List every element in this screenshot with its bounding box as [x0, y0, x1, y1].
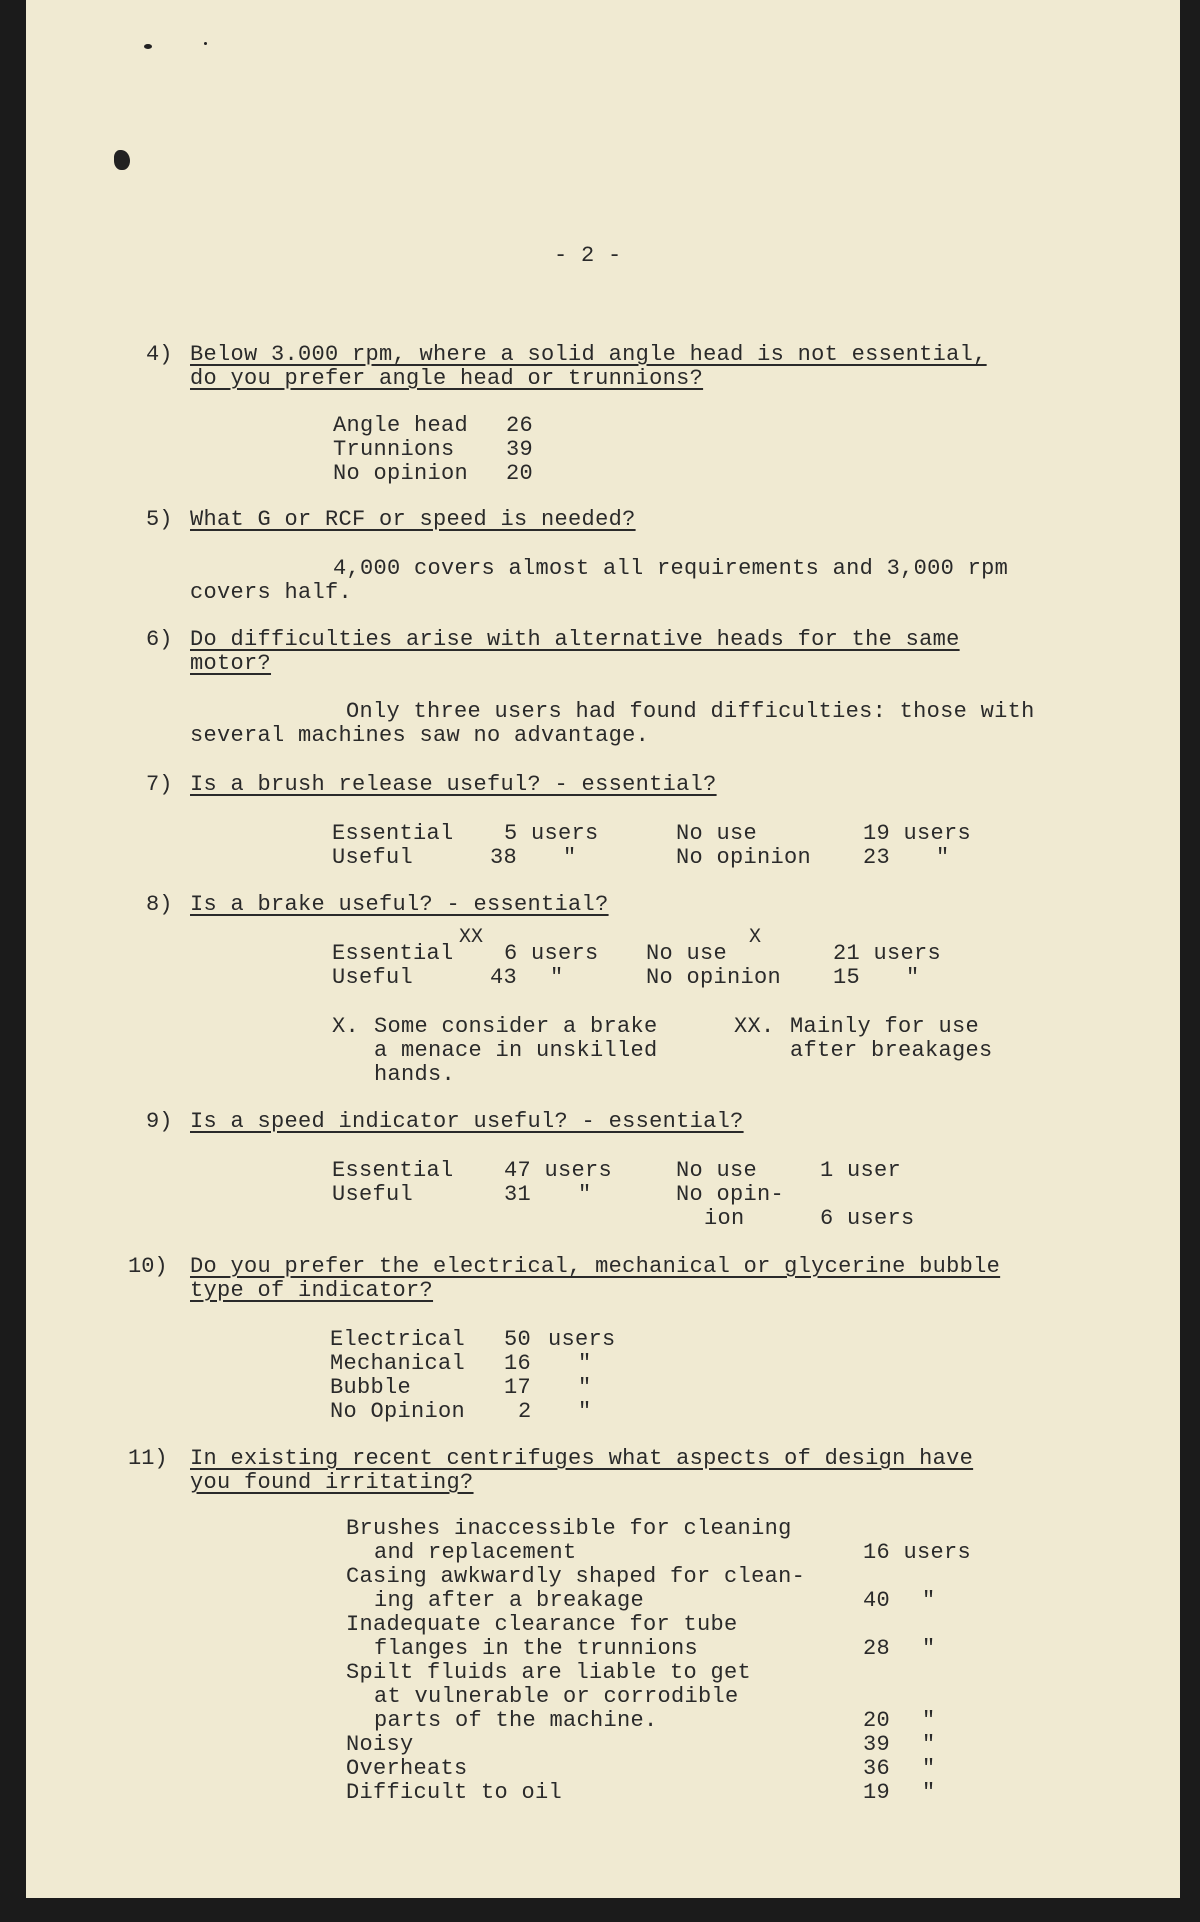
answer-value: 17: [504, 1375, 532, 1400]
list-item-text: Brushes inaccessible for cleaning: [346, 1516, 792, 1541]
question-text: What G or RCF or speed is needed?: [190, 507, 636, 532]
page-number: - 2 -: [554, 243, 622, 268]
answer-label: ion: [704, 1206, 745, 1231]
answer-label: Mechanical: [330, 1351, 466, 1376]
footnote-text: a menace in unskilled: [374, 1038, 658, 1063]
answer-label: Useful: [332, 965, 414, 990]
answer-unit: ": [578, 1375, 592, 1400]
question-number: 11): [128, 1446, 168, 1471]
answer-text: 4,000 covers almost all requirements and 3,000 rpm: [333, 556, 1009, 581]
answer-value: 20: [506, 461, 534, 486]
ditto-mark: ": [922, 1708, 936, 1733]
ditto-mark: ": [922, 1636, 936, 1661]
answer-value: 19 users: [863, 821, 972, 846]
question-number: 8): [146, 892, 173, 917]
question-text: Is a brake useful? - essential?: [190, 892, 609, 917]
ditto-mark: ": [563, 845, 577, 870]
list-item-text: Overheats: [346, 1756, 468, 1781]
answer-value: 15: [833, 965, 861, 990]
answer-label: No opin-: [676, 1182, 785, 1207]
question-text: Do difficulties arise with alternative heads for the same: [190, 627, 960, 652]
list-item-text: ing after a breakage: [374, 1588, 645, 1613]
ditto-mark: ": [922, 1732, 936, 1757]
question-number: 5): [146, 507, 173, 532]
answer-label: Angle head: [333, 413, 469, 438]
answer-label: Trunnions: [333, 437, 455, 462]
footnote-text: Mainly for use: [790, 1014, 980, 1039]
question-text: Is a speed indicator useful? - essential?: [190, 1109, 744, 1134]
answer-value: 31: [504, 1182, 532, 1207]
ink-mark: [114, 150, 130, 170]
answer-text: several machines saw no advantage.: [190, 723, 650, 748]
answer-label: Essential: [332, 821, 454, 846]
answer-value: 47 users: [504, 1158, 613, 1183]
footnote-label: XX.: [734, 1014, 775, 1039]
answer-label: Bubble: [330, 1375, 412, 1400]
list-item-text: Spilt fluids are liable to get: [346, 1660, 752, 1685]
list-item-text: and replacement: [374, 1540, 577, 1565]
question-number: 6): [146, 627, 173, 652]
answer-value: 16: [504, 1351, 532, 1376]
answer-value: 6 users: [820, 1206, 915, 1231]
question-text: In existing recent centrifuges what aspects of design have: [190, 1446, 974, 1471]
footnote-text: hands.: [374, 1062, 456, 1087]
list-item-value: 20: [863, 1708, 891, 1733]
answer-label: Useful: [332, 845, 414, 870]
question-number: 9): [146, 1109, 173, 1134]
list-item-value: 28: [863, 1636, 891, 1661]
list-item-text: Inadequate clearance for tube: [346, 1612, 738, 1637]
answer-value: 1 user: [820, 1158, 902, 1183]
ditto-mark: ": [936, 845, 950, 870]
answer-text: covers half.: [190, 580, 353, 605]
ditto-mark: ": [922, 1756, 936, 1781]
list-item-value: 40: [863, 1588, 891, 1613]
question-text: you found irritating?: [190, 1470, 474, 1495]
list-item-text: parts of the machine.: [374, 1708, 658, 1733]
ditto-mark: ": [550, 965, 564, 990]
question-number: 10): [128, 1254, 168, 1279]
list-item-text: at vulnerable or corrodible: [374, 1684, 739, 1709]
answer-label: No opinion: [676, 845, 812, 870]
footnote-label: X.: [332, 1014, 360, 1039]
list-item-value: 36: [863, 1756, 891, 1781]
ditto-mark: ": [906, 965, 920, 990]
list-item-value: 16 users: [863, 1540, 972, 1565]
ink-speck: [204, 42, 207, 45]
document-page: [26, 0, 1180, 1898]
list-item-text: Noisy: [346, 1732, 414, 1757]
list-item-text: Difficult to oil: [346, 1780, 563, 1805]
answer-text: Only three users had found difficulties: those with: [346, 699, 1035, 724]
question-text: type of indicator?: [190, 1278, 434, 1303]
question-number: 4): [146, 342, 173, 367]
list-item-value: 39: [863, 1732, 891, 1757]
answer-value: 21 users: [833, 941, 942, 966]
answer-label: No Opinion: [330, 1399, 466, 1424]
answer-label: No use: [646, 941, 728, 966]
answer-unit: users: [548, 1327, 616, 1352]
list-item-text: flanges in the trunnions: [374, 1636, 699, 1661]
answer-unit: ": [578, 1399, 592, 1424]
answer-unit: ": [578, 1351, 592, 1376]
answer-label: No opinion: [333, 461, 469, 486]
answer-value: 2: [518, 1399, 532, 1424]
question-text: Do you prefer the electrical, mechanical or glycerine bubble: [190, 1254, 1001, 1279]
answer-label: Electrical: [330, 1327, 466, 1352]
ink-speck: [144, 44, 152, 49]
question-text: do you prefer angle head or trunnions?: [190, 366, 704, 391]
footnote-text: Some consider a brake: [374, 1014, 658, 1039]
ditto-mark: ": [922, 1780, 936, 1805]
answer-value: 6 users: [504, 941, 599, 966]
ditto-mark: ": [578, 1182, 592, 1207]
answer-label: Useful: [332, 1182, 414, 1207]
answer-value: 26: [506, 413, 534, 438]
answer-label: Essential: [332, 1158, 454, 1183]
footnote-mark: XX: [459, 926, 484, 949]
answer-label: Essential: [332, 941, 454, 966]
answer-label: No opinion: [646, 965, 782, 990]
answer-value: 43: [490, 965, 518, 990]
answer-value: 23: [863, 845, 891, 870]
question-text: Is a brush release useful? - essential?: [190, 772, 717, 797]
answer-label: No use: [676, 1158, 758, 1183]
answer-value: 5 users: [504, 821, 599, 846]
question-text: motor?: [190, 651, 272, 676]
question-text: Below 3.000 rpm, where a solid angle head is not essential,: [190, 342, 987, 367]
ditto-mark: ": [922, 1588, 936, 1613]
answer-value: 38: [490, 845, 518, 870]
answer-label: No use: [676, 821, 758, 846]
answer-value: 39: [506, 437, 534, 462]
question-number: 7): [146, 772, 173, 797]
list-item-value: 19: [863, 1780, 891, 1805]
list-item-text: Casing awkwardly shaped for clean-: [346, 1564, 806, 1589]
answer-value: 50: [504, 1327, 532, 1352]
footnote-mark: X: [749, 926, 762, 949]
footnote-text: after breakages: [790, 1038, 993, 1063]
